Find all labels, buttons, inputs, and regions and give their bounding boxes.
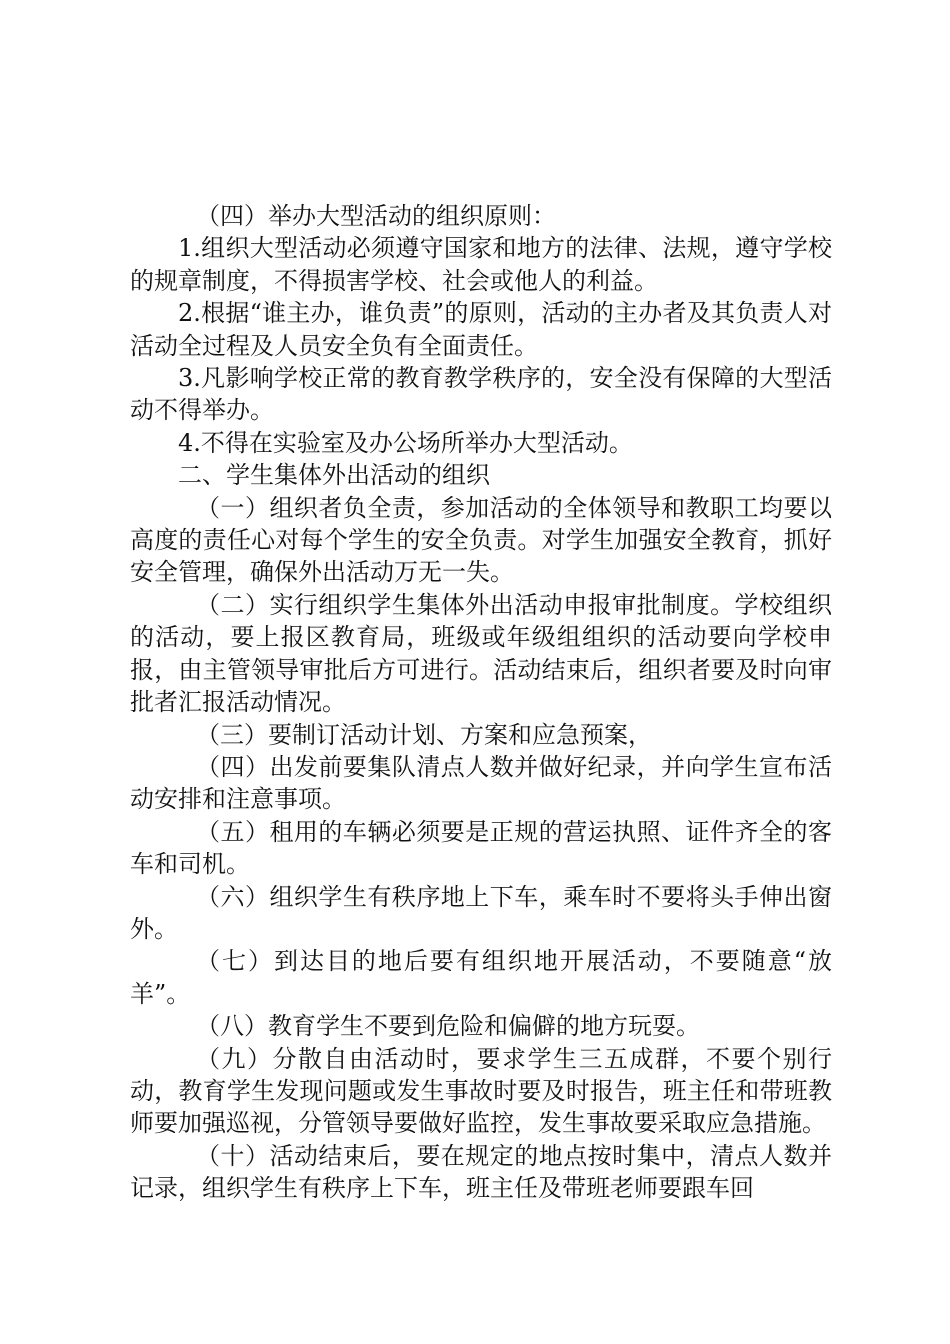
paragraph-clause-5: （五）租用的车辆必须要是正规的营运执照、证件齐全的客车和司机。 (130, 817, 832, 879)
paragraph-clause-4: （四）出发前要集队清点人数并做好纪录，并向学生宣布活动安排和注意事项。 (130, 752, 832, 814)
section-heading-group-outings: 二、学生集体外出活动的组织 (178, 461, 490, 490)
paragraph-item-2: 2.根据“谁主办，谁负责”的原则，活动的主办者及其负责人对活动全过程及人员安全负有全面责任。 (130, 299, 832, 360)
paragraph-item-3: 3.凡影响学校正常的教育教学秩序的，安全没有保障的大型活动不得举办。 (130, 364, 832, 425)
paragraph-clause-6: （六）组织学生有秩序地上下车，乘车时不要将头手伸出窗外。 (130, 882, 832, 943)
document-body (130, 200, 832, 1205)
paragraph-item-4: 4.不得在实验室及办公场所举办大型活动。 (178, 428, 633, 457)
paragraph-clause-7: （七）到达目的地后要有组织地开展活动，不要随意“放羊”。 (130, 947, 832, 1008)
section-heading-organization-principles: （四）举办大型活动的组织原则： (196, 202, 556, 230)
paragraph-clause-10: （十）活动结束后，要在规定的地点按时集中，清点人数并记录，组织学生有秩序上下车，班主任及带班老师要跟车回 (130, 1141, 832, 1203)
paragraph-clause-8: （八）教育学生不要到危险和偏僻的地方玩耍。 (196, 1012, 700, 1041)
paragraph-clause-2: （二）实行组织学生集体外出活动申报审批制度。学校组织的活动，要上报区教育局，班级或年级组组织的活动要向学校申报，由主管领导审批后方可进行。活动结束后，组织者要及时向审批者汇报活动情况。 (130, 590, 832, 717)
paragraph-item-1: 1.组织大型活动必须遵守国家和地方的法律、法规，遵守学校的规章制度，不得损害学校、社会或他人的利益。 (130, 234, 832, 295)
paragraph-clause-9: （九）分散自由活动时，要求学生三五成群，不要个别行动，教育学生发现问题或发生事故时要及时报告，班主任和带班教师要加强巡视，分管领导要做好监控，发生事故要采取应急措施。 (130, 1044, 832, 1138)
paragraph-clause-1: （一）组织者负全责，参加活动的全体领导和教职工均要以高度的责任心对每个学生的安全负责。对学生加强安全教育，抓好安全管理，确保外出活动万无一失。 (130, 493, 832, 587)
paragraph-clause-3: （三）要制订活动计划、方案和应急预案， (196, 720, 652, 749)
